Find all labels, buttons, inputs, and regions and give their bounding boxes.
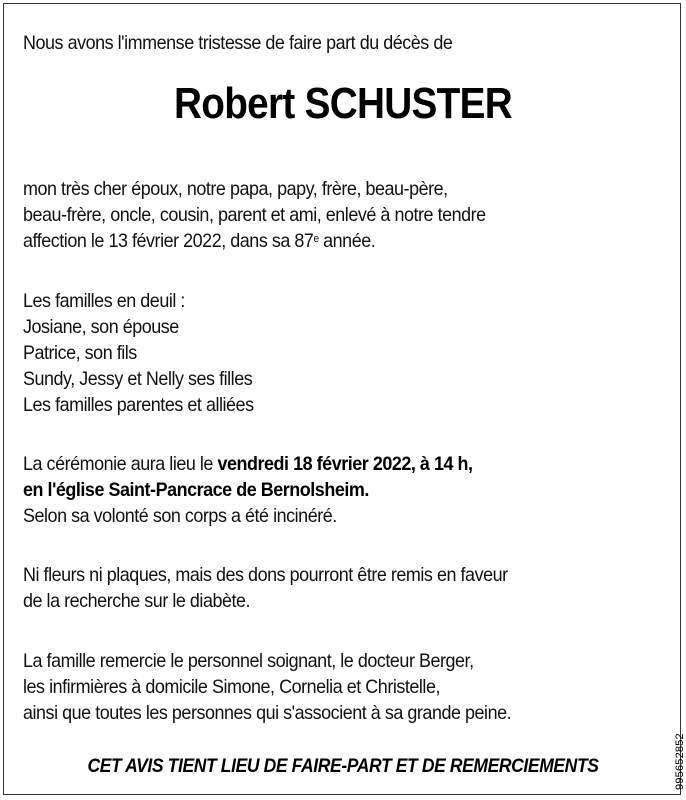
family-member: Sundy, Jessy et Nelly ses filles bbox=[23, 368, 253, 390]
ceremony-line-2 bbox=[23, 477, 473, 503]
families-heading: Les familles en deuil : bbox=[23, 290, 185, 312]
thanks-paragraph bbox=[23, 648, 511, 726]
deceased-name: Robert SCHUSTER bbox=[174, 79, 512, 128]
thanks-line-1: La famille remercie le personnel soignant, le docteur Berger, bbox=[23, 650, 474, 672]
family-member: Les familles parentes et alliées bbox=[23, 394, 254, 416]
flowers-line-1: Ni fleurs ni plaques, mais des dons pourront être remis en faveur bbox=[23, 564, 508, 586]
ceremony-intro: La cérémonie aura lieu le bbox=[23, 453, 218, 475]
flowers-paragraph bbox=[23, 562, 508, 614]
bio-line-3-text: affection le 13 février 2022, dans sa 87 bbox=[23, 230, 314, 252]
bio-line-2: beau-frère, oncle, cousin, parent et ami, enlevé à notre tendre bbox=[23, 204, 486, 226]
thanks-line-2: les infirmières à domicile Simone, Cornelia et Christelle, bbox=[23, 676, 441, 698]
bio-line-3-end: année. bbox=[318, 230, 376, 252]
bio-line-3 bbox=[23, 228, 486, 254]
ordinal-superscript: e bbox=[313, 233, 319, 245]
cremation-note: Selon sa volonté son corps a été incinéré. bbox=[23, 505, 337, 527]
families-list bbox=[23, 288, 254, 418]
family-member: Patrice, son fils bbox=[23, 342, 137, 364]
ceremony-date: vendredi 18 février 2022, à 14 h, bbox=[217, 453, 473, 475]
reference-number: 995652852 bbox=[674, 733, 686, 790]
bio-paragraph bbox=[23, 176, 486, 254]
thanks-line-3: ainsi que toutes les personnes qui s'associent à sa grande peine. bbox=[23, 702, 512, 724]
ceremony-paragraph bbox=[23, 451, 473, 529]
footer-notice: CET AVIS TIENT LIEU DE FAIRE-PART ET DE REMERCIEMENTS bbox=[87, 756, 599, 777]
family-member: Josiane, son épouse bbox=[23, 316, 179, 338]
bio-line-1: mon très cher époux, notre papa, papy, frère, beau-père, bbox=[23, 178, 448, 200]
ceremony-place: en l'église Saint-Pancrace de Bernolsheim. bbox=[23, 479, 369, 501]
ceremony-line-1 bbox=[23, 451, 473, 477]
flowers-line-2: de la recherche sur le diabète. bbox=[23, 590, 251, 612]
intro-text: Nous avons l'immense tristesse de faire part du décès de bbox=[23, 32, 453, 54]
